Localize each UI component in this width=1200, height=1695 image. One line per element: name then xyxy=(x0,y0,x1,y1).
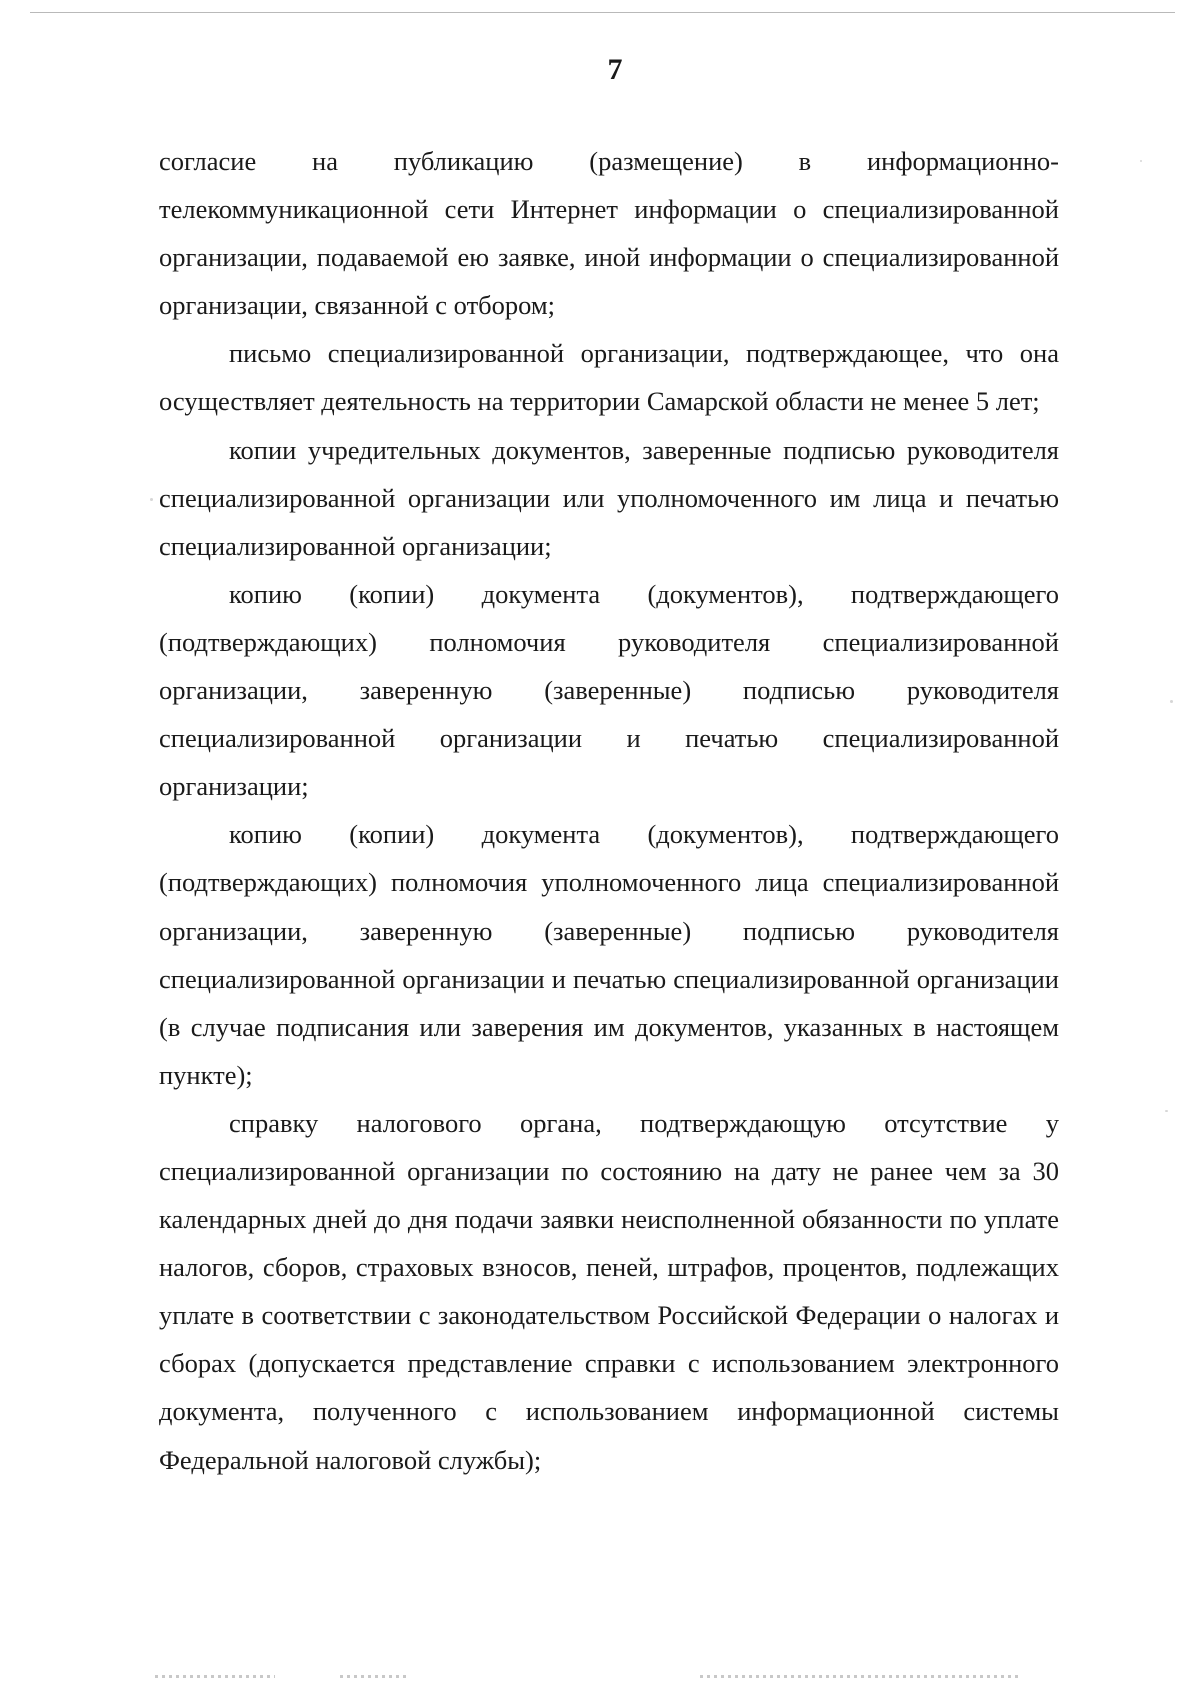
scan-footer-noise xyxy=(155,1675,275,1678)
page-number: 7 xyxy=(607,53,623,86)
scan-footer-noise xyxy=(340,1675,410,1678)
paragraph-consent-publication: согласие на публикацию (размещение) в информационно-телекоммуникационной сети Интернет информации о специализированной организации, подаваемой ею заявке, иной информации о специализированной организации, связанной с отбором; xyxy=(159,146,1059,321)
scan-speckle xyxy=(1165,1110,1168,1112)
paragraph-head-authority-copy: копию (копии) документа (документов), подтверждающего (подтверждающих) полномочия руководителя специализированной организации, заверенную (заверенные) подписью руководителя специализированной организации и печатью специализированной организации; xyxy=(159,578,1059,802)
scan-speckle xyxy=(1170,700,1173,703)
paragraph-tax-certificate: справку налогового органа, подтверждающую отсутствие у специализированной организации по состоянию на дату не ранее чем за 30 календарных дней до дня подачи заявки неисполненной обязанности по уплате налогов, сборов, страховых взносов, пеней, штрафов, процентов, подлежащих уплате в соответствии с законодательством Российской Федерации о налогах и сборах (допускается представление справки с использованием электронного документа, полученного с использованием информационной системы Федеральной налоговой службы); xyxy=(159,1107,1059,1475)
scan-speckle xyxy=(1140,160,1142,162)
document-body xyxy=(159,137,1059,1484)
scan-top-edge xyxy=(30,12,1175,13)
paragraph-activity-letter: письмо специализированной организации, подтверждающее, что она осуществляет деятельность на территории Самарской области не менее 5 лет; xyxy=(159,338,1059,417)
paragraph-founding-documents: копии учредительных документов, заверенные подписью руководителя специализированной организации или уполномоченного им лица и печатью специализированной организации; xyxy=(159,434,1059,561)
scan-speckle xyxy=(150,498,153,501)
paragraph-authorized-person-copy: копию (копии) документа (документов), подтверждающего (подтверждающих) полномочия уполномоченного лица специализированной организации, заверенную (заверенные) подписью руководителя специализированной организации и печатью специализированной организации (в случае подписания или заверения им документов, указанных в настоящем пункте); xyxy=(159,819,1059,1090)
scan-footer-noise xyxy=(700,1675,1020,1678)
